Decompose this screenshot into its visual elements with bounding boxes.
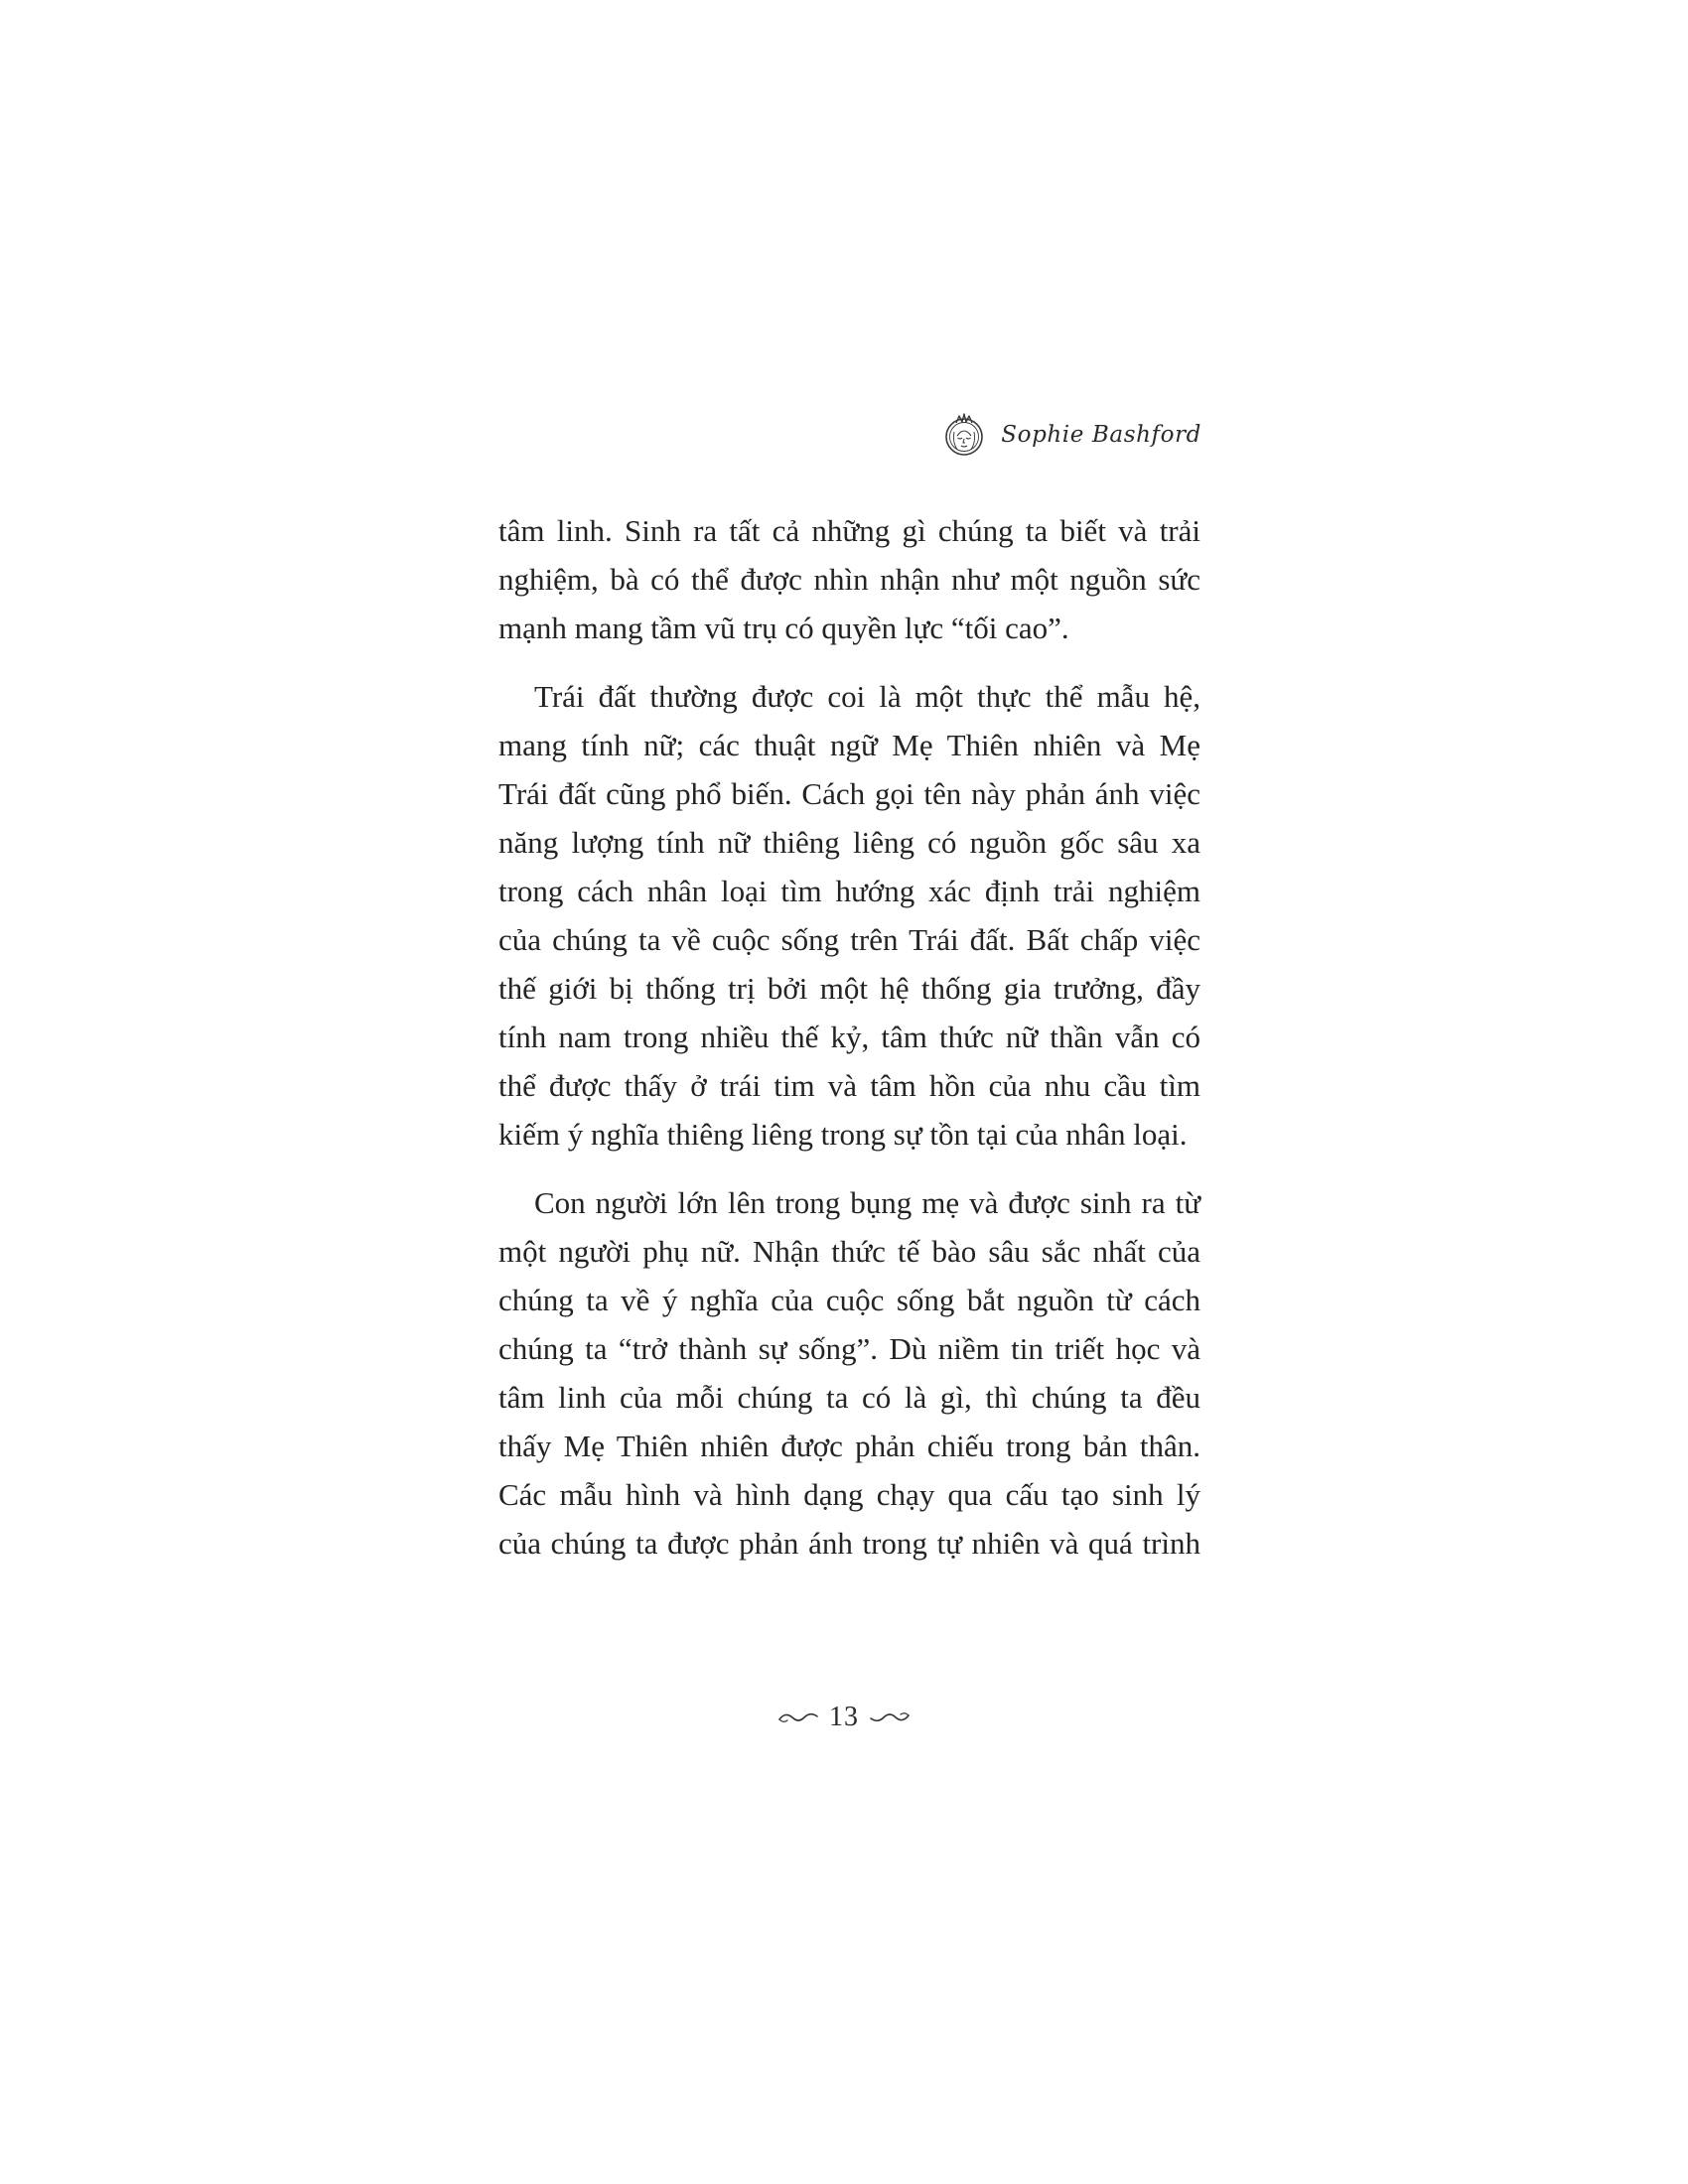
text-line: tính nam trong nhiều thế kỷ, tâm thức nữ thần vẫn có	[498, 1020, 1200, 1054]
paragraph	[498, 672, 1200, 1159]
text-line: tâm linh của mỗi chúng ta có là gì, thì chúng ta đều	[498, 1380, 1200, 1415]
text-line: chúng ta về ý nghĩa của cuộc sống bắt nguồn từ cách	[498, 1283, 1200, 1317]
text-line: tâm linh. Sinh ra tất cả những gì chúng ta biết và trải	[498, 513, 1200, 548]
running-header	[933, 405, 1201, 465]
paragraph	[498, 1178, 1200, 1568]
text-line: Các mẫu hình và hình dạng chạy qua cấu tạo sinh lý	[498, 1477, 1200, 1512]
goddess-face-emblem-icon	[941, 412, 987, 458]
page-number: 13	[829, 1702, 859, 1732]
text-line: Trái đất thường được coi là một thực thể mẫu hệ,	[534, 679, 1200, 714]
text-line: mang tính nữ; các thuật ngữ Mẹ Thiên nhiên và Mẹ	[498, 728, 1200, 762]
text-line: thế giới bị thống trị bởi một hệ thống gia trưởng, đầy	[498, 971, 1200, 1006]
text-line: năng lượng tính nữ thiêng liêng có nguồn gốc sâu xa	[498, 825, 1200, 860]
text-line: nghiệm, bà có thể được nhìn nhận như một nguồn sức	[498, 562, 1200, 597]
text-line: mạnh mang tầm vũ trụ có quyền lực “tối cao”.	[498, 611, 1069, 645]
text-line: của chúng ta được phản ánh trong tự nhiên và quá trình	[498, 1526, 1200, 1561]
paragraph	[498, 506, 1200, 652]
swash-left-icon	[777, 1708, 819, 1726]
body-text	[498, 506, 1200, 1568]
text-line: Trái đất cũng phổ biến. Cách gọi tên này phản ánh việc	[498, 776, 1200, 811]
text-line: Con người lớn lên trong bụng mẹ và được sinh ra từ	[534, 1185, 1200, 1220]
page-folio	[695, 1698, 993, 1737]
text-line: kiếm ý nghĩa thiêng liêng trong sự tồn tại của nhân loại.	[498, 1117, 1188, 1152]
text-line: một người phụ nữ. Nhận thức tế bào sâu sắc nhất của	[498, 1234, 1200, 1269]
text-line: của chúng ta về cuộc sống trên Trái đất. Bất chấp việc	[498, 922, 1200, 957]
text-line: thể được thấy ở trái tim và tâm hồn của nhu cầu tìm	[498, 1068, 1200, 1103]
text-line: trong cách nhân loại tìm hướng xác định trải nghiệm	[498, 874, 1200, 908]
text-line: chúng ta “trở thành sự sống”. Dù niềm tin triết học và	[498, 1331, 1200, 1366]
author-name: Sophie Bashford	[1001, 422, 1201, 448]
text-line: thấy Mẹ Thiên nhiên được phản chiếu trong bản thân.	[498, 1429, 1200, 1463]
swash-right-icon	[869, 1708, 911, 1726]
